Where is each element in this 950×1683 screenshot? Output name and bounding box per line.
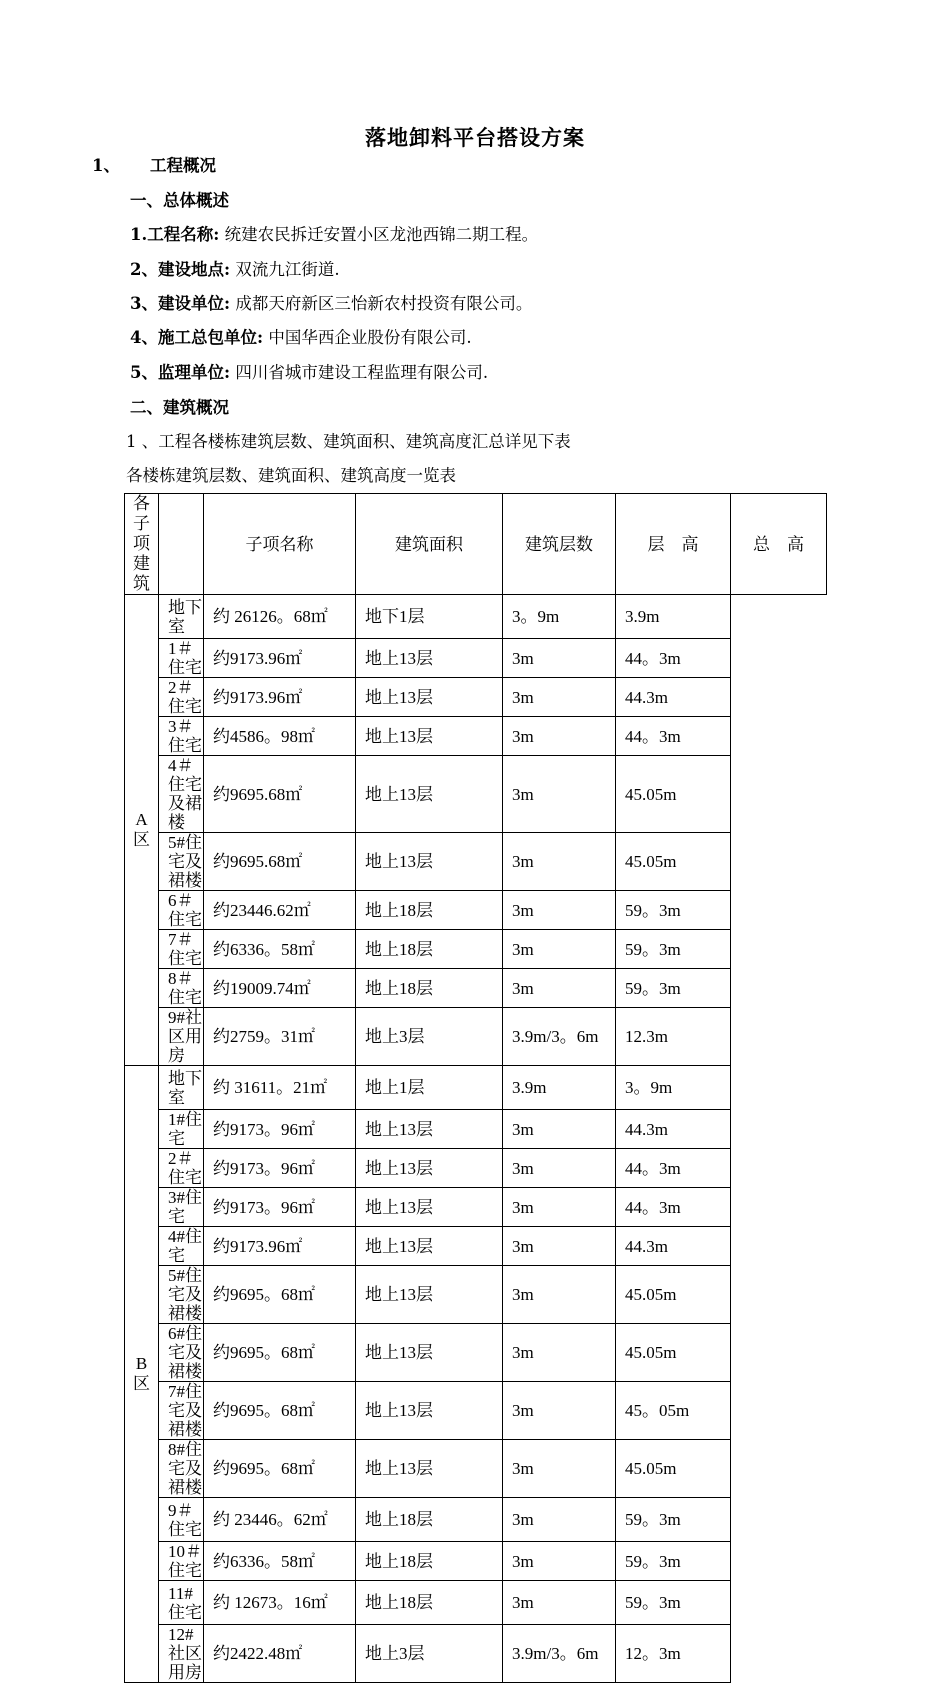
building-intro: 1 、工程各楼栋建筑层数、建筑面积、建筑高度汇总详见下表: [126, 432, 571, 451]
project-name-label: 1.工程名称:: [130, 225, 220, 244]
cell-name: 11#住宅: [159, 1581, 204, 1625]
cell-area: 约9173.96㎡: [204, 639, 356, 678]
overview-heading: 一、总体概述: [130, 191, 229, 210]
cell-area: 约9173.96㎡: [204, 678, 356, 717]
cell-name: 10＃住宅: [159, 1542, 204, 1581]
cell-area: 约9173。96㎡: [204, 1149, 356, 1188]
cell-name: 1#住宅: [159, 1110, 204, 1149]
header-total-height: 总 高: [731, 494, 827, 595]
cell-area: 约 26126。68㎡: [204, 595, 356, 639]
cell-total-height: 45。05m: [616, 1382, 731, 1440]
cell-floors: 地上18层: [356, 969, 503, 1008]
cell-area: 约6336。58㎡: [204, 1542, 356, 1581]
cell-name: 1＃住宅: [159, 639, 204, 678]
building-summary-table: [124, 493, 827, 1683]
table-row: [125, 1066, 827, 1110]
cell-floors: 地上13层: [356, 639, 503, 678]
cell-floor-height: 3.9m/3。6m: [503, 1008, 616, 1066]
table-row: [125, 1110, 827, 1149]
cell-floor-height: 3m: [503, 1149, 616, 1188]
cell-area: 约 23446。62㎡: [204, 1498, 356, 1542]
cell-name: 8＃住宅: [159, 969, 204, 1008]
cell-floors: 地上13层: [356, 1149, 503, 1188]
cell-name: 6＃住宅: [159, 891, 204, 930]
supervisor-value: 四川省城市建设工程监理有限公司.: [235, 363, 489, 382]
table-row: [125, 1188, 827, 1227]
site-location-label: 2、建设地点:: [130, 260, 231, 279]
zone-a-label: A区: [133, 810, 150, 849]
group-label: 各子项建筑: [133, 494, 150, 593]
cell-floor-height: 3.9m: [503, 1066, 616, 1110]
cell-floors: 地上18层: [356, 1542, 503, 1581]
cell-area: 约9695。68㎡: [204, 1266, 356, 1324]
cell-area: 约9173。96㎡: [204, 1110, 356, 1149]
cell-total-height: 44.3m: [616, 678, 731, 717]
cell-total-height: 59。3m: [616, 930, 731, 969]
cell-floor-height: 3.9m/3。6m: [503, 1625, 616, 1683]
cell-total-height: 3.9m: [616, 595, 731, 639]
header-floor-height: 层 高: [616, 494, 731, 595]
table-row: [125, 1581, 827, 1625]
document-title: 落地卸料平台搭设方案: [365, 125, 585, 150]
cell-name: 4#住宅: [159, 1227, 204, 1266]
cell-total-height: 45.05m: [616, 1324, 731, 1382]
table-row: [125, 1149, 827, 1188]
cell-total-height: 59。3m: [616, 1498, 731, 1542]
cell-name: 3#住宅: [159, 1188, 204, 1227]
cell-floor-height: 3m: [503, 1227, 616, 1266]
cell-area: 约9695。68㎡: [204, 1382, 356, 1440]
header-area: 建筑面积: [356, 494, 503, 595]
cell-name: 6#住宅及裙楼: [159, 1324, 204, 1382]
cell-area: 约6336。58㎡: [204, 930, 356, 969]
table-row: [125, 1227, 827, 1266]
table-row: [125, 930, 827, 969]
supervisor-line: [130, 359, 488, 383]
cell-floors: 地上13层: [356, 1440, 503, 1498]
cell-total-height: 44。3m: [616, 1188, 731, 1227]
cell-area: 约9695.68㎡: [204, 756, 356, 833]
group-label-cell: [125, 494, 159, 595]
cell-floors: 地上13层: [356, 1188, 503, 1227]
site-location-line: [130, 256, 340, 280]
contractor-line: [130, 324, 472, 348]
cell-name: 2＃住宅: [159, 678, 204, 717]
table-row: [125, 833, 827, 891]
table-row: [125, 1324, 827, 1382]
cell-floor-height: 3m: [503, 1188, 616, 1227]
cell-floor-height: 3m: [503, 756, 616, 833]
cell-name: 3＃住宅: [159, 717, 204, 756]
cell-area: 约9695。68㎡: [204, 1324, 356, 1382]
cell-name: 5#住宅及裙楼: [159, 1266, 204, 1324]
cell-floors: 地下1层: [356, 595, 503, 639]
cell-name: 12#社区用房: [159, 1625, 204, 1683]
cell-total-height: 59。3m: [616, 969, 731, 1008]
cell-floors: 地上13层: [356, 1266, 503, 1324]
zone-b-cell: [125, 1066, 159, 1683]
owner-line: [130, 290, 532, 314]
cell-floor-height: 3m: [503, 678, 616, 717]
cell-total-height: 44。3m: [616, 717, 731, 756]
zone-b-label: B区: [133, 1354, 150, 1393]
cell-floor-height: 3m: [503, 1382, 616, 1440]
section-title: 工程概况: [150, 156, 216, 175]
table-row: [125, 756, 827, 833]
cell-floor-height: 3m: [503, 930, 616, 969]
owner-value: 成都天府新区三怡新农村投资有限公司。: [235, 294, 533, 313]
table-caption: 各楼栋建筑层数、建筑面积、建筑高度一览表: [126, 466, 456, 485]
cell-name: 9＃住宅: [159, 1498, 204, 1542]
cell-floors: 地上3层: [356, 1008, 503, 1066]
table-row: [125, 678, 827, 717]
cell-total-height: 45.05m: [616, 1440, 731, 1498]
cell-area: 约 12673。16㎡: [204, 1581, 356, 1625]
cell-name: 9#社区用房: [159, 1008, 204, 1066]
cell-total-height: 59。3m: [616, 1542, 731, 1581]
cell-floor-height: 3m: [503, 969, 616, 1008]
cell-floors: 地上13层: [356, 833, 503, 891]
cell-floors: 地上18层: [356, 1498, 503, 1542]
cell-floor-height: 3m: [503, 833, 616, 891]
cell-name: 7#住宅及裙楼: [159, 1382, 204, 1440]
cell-area: 约9695。68㎡: [204, 1440, 356, 1498]
cell-area: 约2422.48㎡: [204, 1625, 356, 1683]
cell-floor-height: 3m: [503, 1498, 616, 1542]
contractor-value: 中国华西企业股份有限公司.: [268, 328, 472, 347]
cell-floors: 地上13层: [356, 1110, 503, 1149]
cell-total-height: 12。3m: [616, 1625, 731, 1683]
cell-area: 约9173.96㎡: [204, 1227, 356, 1266]
table-row: [125, 1266, 827, 1324]
cell-total-height: 3。9m: [616, 1066, 731, 1110]
table-row: [125, 717, 827, 756]
cell-area: 约2759。31㎡: [204, 1008, 356, 1066]
contractor-label: 4、施工总包单位:: [130, 328, 264, 347]
table-row: [125, 1542, 827, 1581]
cell-total-height: 44.3m: [616, 1110, 731, 1149]
table-row: [125, 1382, 827, 1440]
cell-name: 地下室: [159, 595, 204, 639]
cell-name: 地下室: [159, 1066, 204, 1110]
table-row: [125, 1440, 827, 1498]
header-name: 子项名称: [204, 494, 356, 595]
header-spacer: [159, 494, 204, 595]
project-name-line: [130, 221, 538, 245]
cell-floors: 地上13层: [356, 1324, 503, 1382]
cell-area: 约9695.68㎡: [204, 833, 356, 891]
cell-name: 5#住宅及裙楼: [159, 833, 204, 891]
cell-total-height: 44.3m: [616, 1227, 731, 1266]
cell-floor-height: 3m: [503, 1266, 616, 1324]
cell-floors: 地上18层: [356, 1581, 503, 1625]
cell-total-height: 59。3m: [616, 891, 731, 930]
table-row: [125, 1008, 827, 1066]
table-row: [125, 969, 827, 1008]
cell-total-height: 45.05m: [616, 1266, 731, 1324]
cell-total-height: 45.05m: [616, 833, 731, 891]
cell-area: 约 31611。21㎡: [204, 1066, 356, 1110]
project-name-value: 统建农民拆迁安置小区龙池西锦二期工程。: [224, 225, 539, 244]
cell-name: 4＃住宅及裙楼: [159, 756, 204, 833]
owner-label: 3、建设单位:: [130, 294, 231, 313]
cell-name: 2＃住宅: [159, 1149, 204, 1188]
cell-floors: 地上18层: [356, 891, 503, 930]
cell-area: 约9173。96㎡: [204, 1188, 356, 1227]
cell-name: 8#住宅及裙楼: [159, 1440, 204, 1498]
cell-floors: 地上13层: [356, 717, 503, 756]
cell-floors: 地上3层: [356, 1625, 503, 1683]
cell-area: 约19009.74㎡: [204, 969, 356, 1008]
cell-total-height: 45.05m: [616, 756, 731, 833]
cell-total-height: 59。3m: [616, 1581, 731, 1625]
cell-floor-height: 3m: [503, 1542, 616, 1581]
building-heading: 二、建筑概况: [130, 398, 229, 417]
cell-area: 约4586。98㎡: [204, 717, 356, 756]
section-number: 1、: [92, 156, 120, 175]
cell-name: 7＃住宅: [159, 930, 204, 969]
supervisor-label: 5、监理单位:: [130, 363, 231, 382]
cell-floors: 地上13层: [356, 756, 503, 833]
cell-floor-height: 3m: [503, 639, 616, 678]
cell-floor-height: 3m: [503, 1440, 616, 1498]
cell-total-height: 44。3m: [616, 639, 731, 678]
table-header-row: [125, 494, 827, 595]
cell-total-height: 44。3m: [616, 1149, 731, 1188]
cell-total-height: 12.3m: [616, 1008, 731, 1066]
table-row: [125, 1498, 827, 1542]
table-row: [125, 891, 827, 930]
table-row: [125, 639, 827, 678]
header-floors: 建筑层数: [503, 494, 616, 595]
table-row: [125, 595, 827, 639]
cell-floors: 地上13层: [356, 1227, 503, 1266]
zone-a-cell: [125, 595, 159, 1066]
cell-area: 约23446.62㎡: [204, 891, 356, 930]
cell-floor-height: 3m: [503, 1110, 616, 1149]
table-row: [125, 1625, 827, 1683]
cell-floor-height: 3m: [503, 1324, 616, 1382]
cell-floors: 地上1层: [356, 1066, 503, 1110]
cell-floor-height: 3m: [503, 891, 616, 930]
cell-floor-height: 3。9m: [503, 595, 616, 639]
site-location-value: 双流九江街道.: [235, 260, 340, 279]
cell-floors: 地上18层: [356, 930, 503, 969]
cell-floors: 地上13层: [356, 1382, 503, 1440]
cell-floors: 地上13层: [356, 678, 503, 717]
cell-floor-height: 3m: [503, 1581, 616, 1625]
cell-floor-height: 3m: [503, 717, 616, 756]
